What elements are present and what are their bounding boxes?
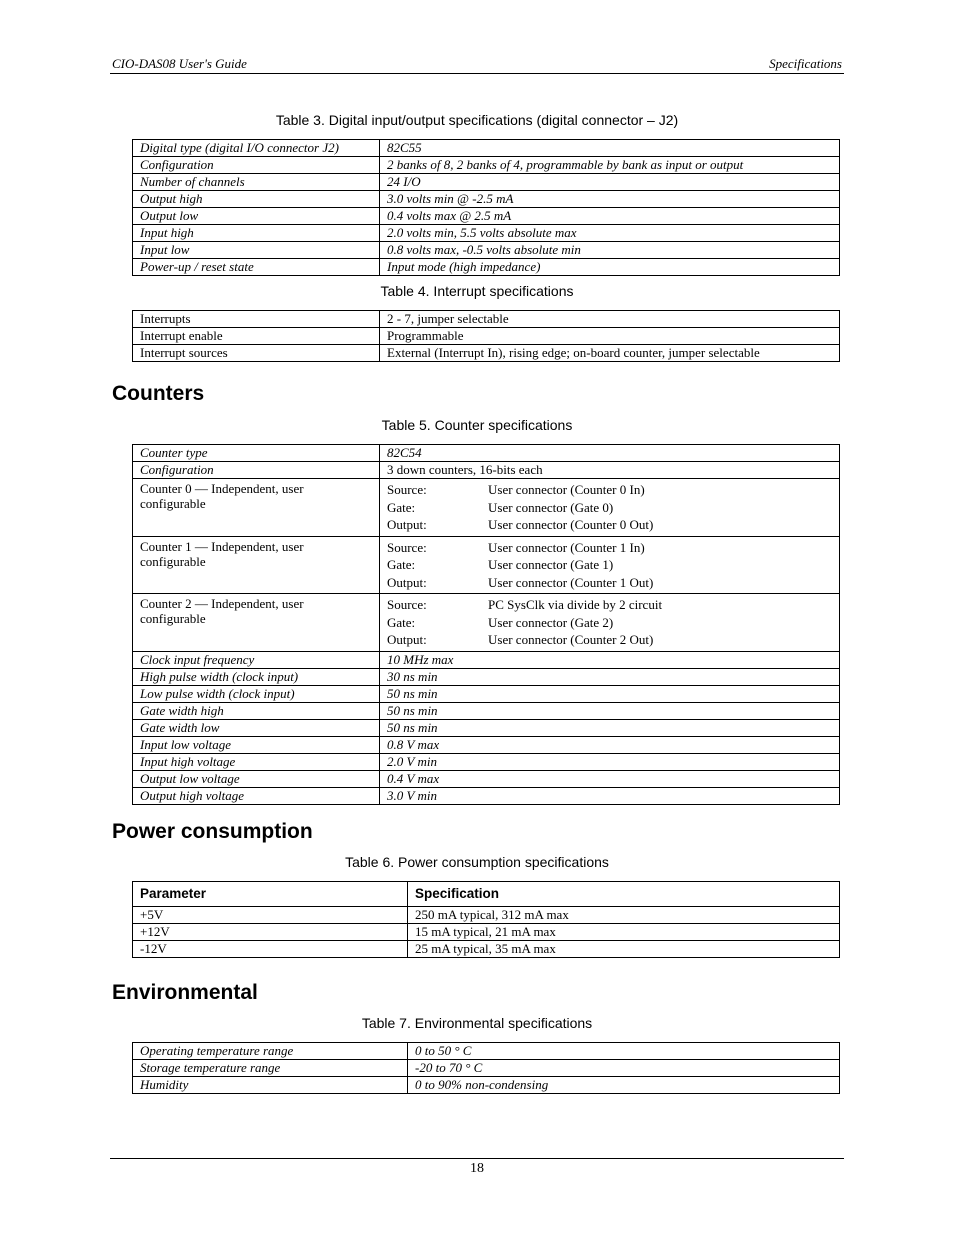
spec-parameter: Number of channels [133,174,380,191]
connection-label: Source: [387,482,427,497]
table-row [133,157,840,174]
spec-parameter: +12V [133,924,408,941]
spec-value: 0.8 V max [380,736,840,753]
table5-caption: Table 5. Counter specifications [381,417,573,433]
connection-label: Gate: [387,499,416,515]
table-row [133,736,840,753]
connection-line [387,481,832,499]
spec-parameter: Clock input frequency [133,651,380,668]
column-header-parameter: Parameter [133,882,408,907]
table5-counters [132,444,840,805]
table-row [133,1043,840,1060]
counter-label: Counter 1 — Independent, user configurable [133,536,380,594]
spec-value: 30 ns min [380,668,840,685]
spec-value: 2.0 volts min, 5.5 volts absolute max [380,225,840,242]
connection-line [387,539,832,557]
spec-parameter: Low pulse width (clock input) [133,685,380,702]
connection-value: User connector (Counter 1 Out) [488,574,654,590]
spec-value: 82C54 [380,445,840,462]
spec-parameter: Gate width high [133,702,380,719]
running-header-section: Specifications [769,56,842,71]
table-row [133,924,840,941]
counter-connections [380,536,840,594]
table7-environmental [132,1042,840,1094]
connection-line [387,631,832,649]
spec-parameter: Configuration [133,157,380,174]
connection-value: PC SysClk via divide by 2 circuit [488,597,663,612]
spec-parameter: Power-up / reset state [133,259,380,276]
connection-label: Gate: [387,557,416,572]
connection-line [387,574,832,592]
table-row [133,174,840,191]
connection-value: User connector (Counter 0 Out) [488,517,654,532]
counter-row [133,536,840,594]
spec-parameter: Storage temperature range [133,1060,408,1077]
spec-value: 10 MHz max [380,651,840,668]
spec-parameter: Interrupt sources [133,345,380,362]
table-row [133,191,840,208]
connection-value: User connector (Counter 0 In) [488,482,645,497]
table3-digital-io [132,139,840,276]
spec-parameter: Input low voltage [133,736,380,753]
spec-parameter: +5V [133,907,408,924]
spec-parameter: Counter type [133,445,380,462]
table4-interrupts [132,310,840,362]
spec-value: 25 mA typical, 35 mA max [408,941,840,958]
table-row [133,1060,840,1077]
column-header-specification: Specification [408,882,840,907]
spec-parameter: Input high voltage [133,753,380,770]
spec-value: 2 - 7, jumper selectable [380,311,840,328]
spec-value: 0 to 90% non-condensing [408,1077,840,1094]
spec-value: 15 mA typical, 21 mA max [408,924,840,941]
page-number: 18 [470,1161,484,1176]
spec-value: 50 ns min [380,685,840,702]
table-header-row [133,882,840,907]
table4-caption: Table 4. Interrupt specifications [380,283,574,299]
table6-caption: Table 6. Power consumption specifications [345,854,609,870]
table-row [133,719,840,736]
table-row [133,753,840,770]
table-row [133,787,840,804]
counters-heading: Counters [112,382,205,405]
header-rule [110,73,844,74]
spec-value: Programmable [380,328,840,345]
spec-value: -20 to 70 ° C [408,1060,840,1077]
connection-value: User connector (Counter 1 In) [488,539,645,555]
spec-value: 0.8 volts max, -0.5 volts absolute min [380,242,840,259]
table-row [133,242,840,259]
table-row [133,685,840,702]
spec-value: 50 ns min [380,702,840,719]
table7-caption: Table 7. Environmental specifications [361,1015,593,1031]
table-row [133,311,840,328]
connection-line [387,516,832,534]
connection-label: Gate: [387,614,416,630]
spec-value: 0 to 50 ° C [408,1043,840,1060]
running-header-title: CIO-DAS08 User's Guide [112,56,247,71]
spec-parameter: Interrupts [133,311,380,328]
spec-value: 3.0 V min [380,787,840,804]
counter-row [133,479,840,537]
spec-parameter: Output high [133,191,380,208]
table-row [133,225,840,242]
spec-value: 250 mA typical, 312 mA max [408,907,840,924]
footer-rule [110,1158,844,1159]
table-row [133,668,840,685]
connection-line [387,614,832,632]
table-row [133,702,840,719]
spec-value: 3.0 volts min @ -2.5 mA [380,191,840,208]
table6-power [132,881,840,958]
connection-label: Output: [387,632,427,647]
counter-row [133,594,840,652]
connection-line [387,596,832,614]
connection-label: Output: [387,574,427,590]
spec-value: 2.0 V min [380,753,840,770]
connection-value: User connector (Gate 0) [488,499,614,515]
spec-parameter: Operating temperature range [133,1043,408,1060]
table-row [133,1077,840,1094]
table-row [133,259,840,276]
spec-parameter: Output low voltage [133,770,380,787]
spec-parameter: Configuration [133,462,380,479]
spec-parameter: High pulse width (clock input) [133,668,380,685]
spec-parameter: Input high [133,225,380,242]
table-row [133,462,840,479]
counter-label: Counter 0 — Independent, user configurable [133,479,380,537]
connection-label: Source: [387,597,427,612]
spec-value: 24 I/O [380,174,840,191]
table-row [133,445,840,462]
spec-parameter: Digital type (digital I/O connector J2) [133,140,380,157]
spec-parameter: -12V [133,941,408,958]
power-heading: Power consumption [112,820,313,843]
connection-value: User connector (Gate 1) [488,557,614,572]
spec-value: 0.4 volts max @ 2.5 mA [380,208,840,225]
spec-parameter: Output high voltage [133,787,380,804]
table-row [133,345,840,362]
spec-parameter: Interrupt enable [133,328,380,345]
counter-connections [380,594,840,652]
table-row [133,140,840,157]
environmental-heading: Environmental [112,981,258,1004]
table-row [133,328,840,345]
counter-label: Counter 2 — Independent, user configurable [133,594,380,652]
spec-value: External (Interrupt In), rising edge; on-board counter, jumper selectable [380,345,840,362]
connection-label: Output: [387,517,427,532]
connection-line [387,556,832,574]
spec-value: Input mode (high impedance) [380,259,840,276]
spec-value: 50 ns min [380,719,840,736]
connection-value: User connector (Counter 2 Out) [488,632,654,647]
table-row [133,208,840,225]
connection-value: User connector (Gate 2) [488,614,614,630]
table-row [133,907,840,924]
table-row [133,770,840,787]
table-row [133,941,840,958]
spec-value: 82C55 [380,140,840,157]
counter-connections [380,479,840,537]
connection-line [387,499,832,517]
spec-value: 3 down counters, 16-bits each [380,462,840,479]
spec-value: 2 banks of 8, 2 banks of 4, programmable by bank as input or output [380,157,840,174]
spec-value: 0.4 V max [380,770,840,787]
spec-parameter: Output low [133,208,380,225]
spec-parameter: Humidity [133,1077,408,1094]
spec-parameter: Input low [133,242,380,259]
table3-caption: Table 3. Digital input/output specifications (digital connector – J2) [275,112,679,128]
spec-parameter: Gate width low [133,719,380,736]
table-row [133,651,840,668]
connection-label: Source: [387,539,427,555]
